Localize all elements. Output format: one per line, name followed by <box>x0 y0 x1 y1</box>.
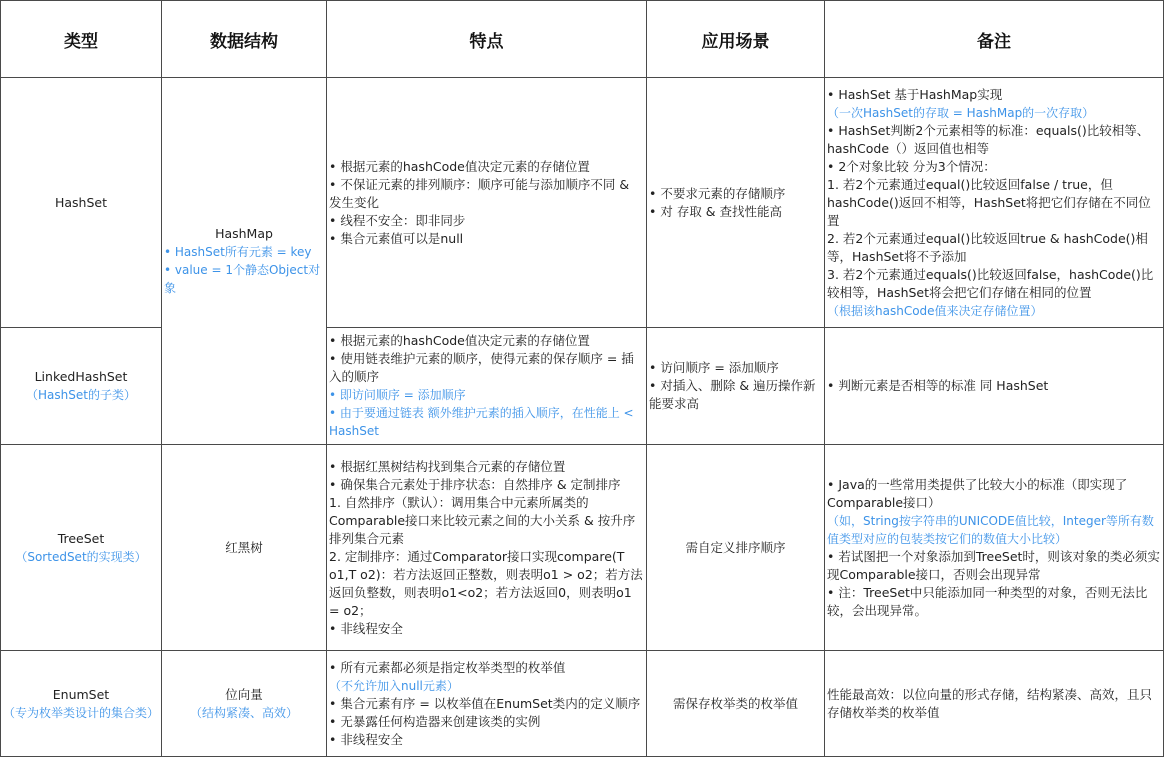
feature-line: • 不保证元素的排列顺序：顺序可能与添加顺序不同 & 发生变化 <box>329 176 630 210</box>
scenario-line: • 对插入、删除 & 遍历操作新能要求高 <box>649 378 816 411</box>
feature-line: • 线程不安全：即非同步 <box>329 212 466 228</box>
feature-line: • 非线程安全 <box>329 620 403 636</box>
header-row <box>1 1 1164 78</box>
note-line: • 2个对象比较 分为3个情况： <box>827 158 996 174</box>
feature-line: • 即访问顺序 = 添加顺序 <box>329 388 466 402</box>
structure-title: HashMap <box>215 226 273 241</box>
structure-title: 位向量 <box>225 686 263 702</box>
feature-line: • 确保集合元素处于排序状态：自然排序 & 定制排序 <box>329 476 621 492</box>
feature-line: • 无暴露任何构造器来创建该类的实例 <box>329 713 541 729</box>
structure-cell-hashmap <box>162 78 327 445</box>
scenarios-cell <box>647 328 825 445</box>
structure-note: • HashSet所有元素 = key <box>164 245 312 259</box>
scenario-line: 需自定义排序顺序 <box>685 539 786 555</box>
feature-line: • 由于要通过链表 额外维护元素的插入顺序，在性能上 < HashSet <box>329 406 634 438</box>
row-enumset <box>1 651 1164 757</box>
feature-line: • 根据元素的hashCode值决定元素的存储位置 <box>329 158 590 174</box>
note-line: （如，String按字符串的UNICODE值比较，Integer等所有数值类型对应的包装类按它们的数值大小比较） <box>827 513 1154 546</box>
note-line: • HashSet判断2个元素相等的标准：equals()比较相等、hashCode（）返回值也相等 <box>827 122 1150 156</box>
type-name: HashSet <box>54 194 108 210</box>
type-name: LinkedHashSet <box>34 369 128 384</box>
feature-line: • 根据元素的hashCode值决定元素的存储位置 <box>329 333 590 348</box>
structure-cell <box>162 651 327 757</box>
type-name: TreeSet <box>57 530 105 546</box>
header-features: 特点 <box>327 1 647 78</box>
scenario-line: 需保存枚举类的枚举值 <box>672 695 798 711</box>
note-line: • HashSet 基于HashMap实现 <box>827 86 1003 102</box>
structure-title: 红黑树 <box>225 539 263 555</box>
row-treeset <box>1 445 1164 651</box>
scenario-line: • 访问顺序 = 添加顺序 <box>649 360 779 375</box>
type-name: EnumSet <box>52 686 110 702</box>
structure-sub: （结构紧凑、高效） <box>189 705 298 720</box>
note-line: （根据该hashCode值来决定存储位置） <box>827 303 1043 318</box>
type-sub: （SortedSet的实现类） <box>15 549 147 564</box>
note-line: 3. 若2个元素通过equals()比较返回false，hashCode()比较相等，HashSet将会把它们存储在相同的位置 <box>827 266 1154 300</box>
type-sub: （HashSet的子类） <box>26 388 136 402</box>
feature-line: • 所有元素都必须是指定枚举类型的枚举值 <box>329 659 566 675</box>
notes-cell <box>825 328 1164 445</box>
header-type: 类型 <box>1 1 162 78</box>
scenario-line: • 对 存取 & 查找性能高 <box>649 203 783 219</box>
note-line: • Java的一些常用类提供了比较大小的标准（即实现了Comparable接口） <box>827 476 1128 510</box>
feature-line: • 集合元素值可以是null <box>329 230 464 246</box>
notes-cell <box>825 78 1164 328</box>
note-line: （一次HashSet的存取 = HashMap的一次存取） <box>827 105 1095 120</box>
note-line: 1. 若2个元素通过equal()比较返回false / true，但hashCode()返回不相等，HashSet将把它们存储在不同位置 <box>827 176 1151 228</box>
type-cell <box>1 78 162 328</box>
type-sub: （专为枚举类设计的集合类） <box>3 705 160 720</box>
type-cell <box>1 328 162 445</box>
feature-line: • 非线程安全 <box>329 731 403 747</box>
features-cell <box>327 78 647 328</box>
structure-cell <box>162 445 327 651</box>
note-line: • 注：TreeSet中只能添加同一种类型的对象，否则无法比较，会出现异常。 <box>827 584 1148 618</box>
header-scenarios: 应用场景 <box>647 1 825 78</box>
feature-line: （不允许加入null元素） <box>329 678 459 693</box>
features-cell <box>327 328 647 445</box>
scenarios-cell <box>647 445 825 651</box>
type-cell <box>1 445 162 651</box>
scenarios-cell <box>647 78 825 328</box>
row-hashset <box>1 78 1164 328</box>
note-line: • 判断元素是否相等的标准 同 HashSet <box>827 378 1049 393</box>
feature-line: • 集合元素有序 = 以枚举值在EnumSet类内的定义顺序 <box>329 695 641 711</box>
notes-cell <box>825 651 1164 757</box>
features-cell <box>327 445 647 651</box>
scenario-line: • 不要求元素的存储顺序 <box>649 185 786 201</box>
notes-cell <box>825 445 1164 651</box>
header-notes: 备注 <box>825 1 1164 78</box>
structure-note: • value = 1个静态Object对象 <box>164 263 321 295</box>
header-structure: 数据结构 <box>162 1 327 78</box>
feature-line: • 根据红黑树结构找到集合元素的存储位置 <box>329 458 566 474</box>
note-line: 2. 若2个元素通过equal()比较返回true & hashCode()相等，HashSet将不予添加 <box>827 230 1148 264</box>
type-cell <box>1 651 162 757</box>
features-cell <box>327 651 647 757</box>
scenarios-cell <box>647 651 825 757</box>
feature-line: • 使用链表维护元素的顺序，使得元素的保存顺序 = 插入的顺序 <box>329 351 634 384</box>
note-line: 性能最高效：以位向量的形式存储，结构紧凑、高效，且只存储枚举类的枚举值 <box>827 686 1153 720</box>
feature-line: 1. 自然排序（默认）：调用集合中元素所属类的Comparable接口来比较元素之间的大小关系 & 按升序排列集合元素 <box>329 494 636 546</box>
note-line: • 若试图把一个对象添加到TreeSet时，则该对象的类必须实现Comparable接口，否则会出现异常 <box>827 548 1160 582</box>
feature-line: 2. 定制排序：通过Comparator接口实现compare(T o1,T o2)：若方法返回正整数，则表明o1 > o2；若方法返回负整数，则表明o1<o2；若方法返回0，则表明o1 = o2； <box>329 548 643 618</box>
